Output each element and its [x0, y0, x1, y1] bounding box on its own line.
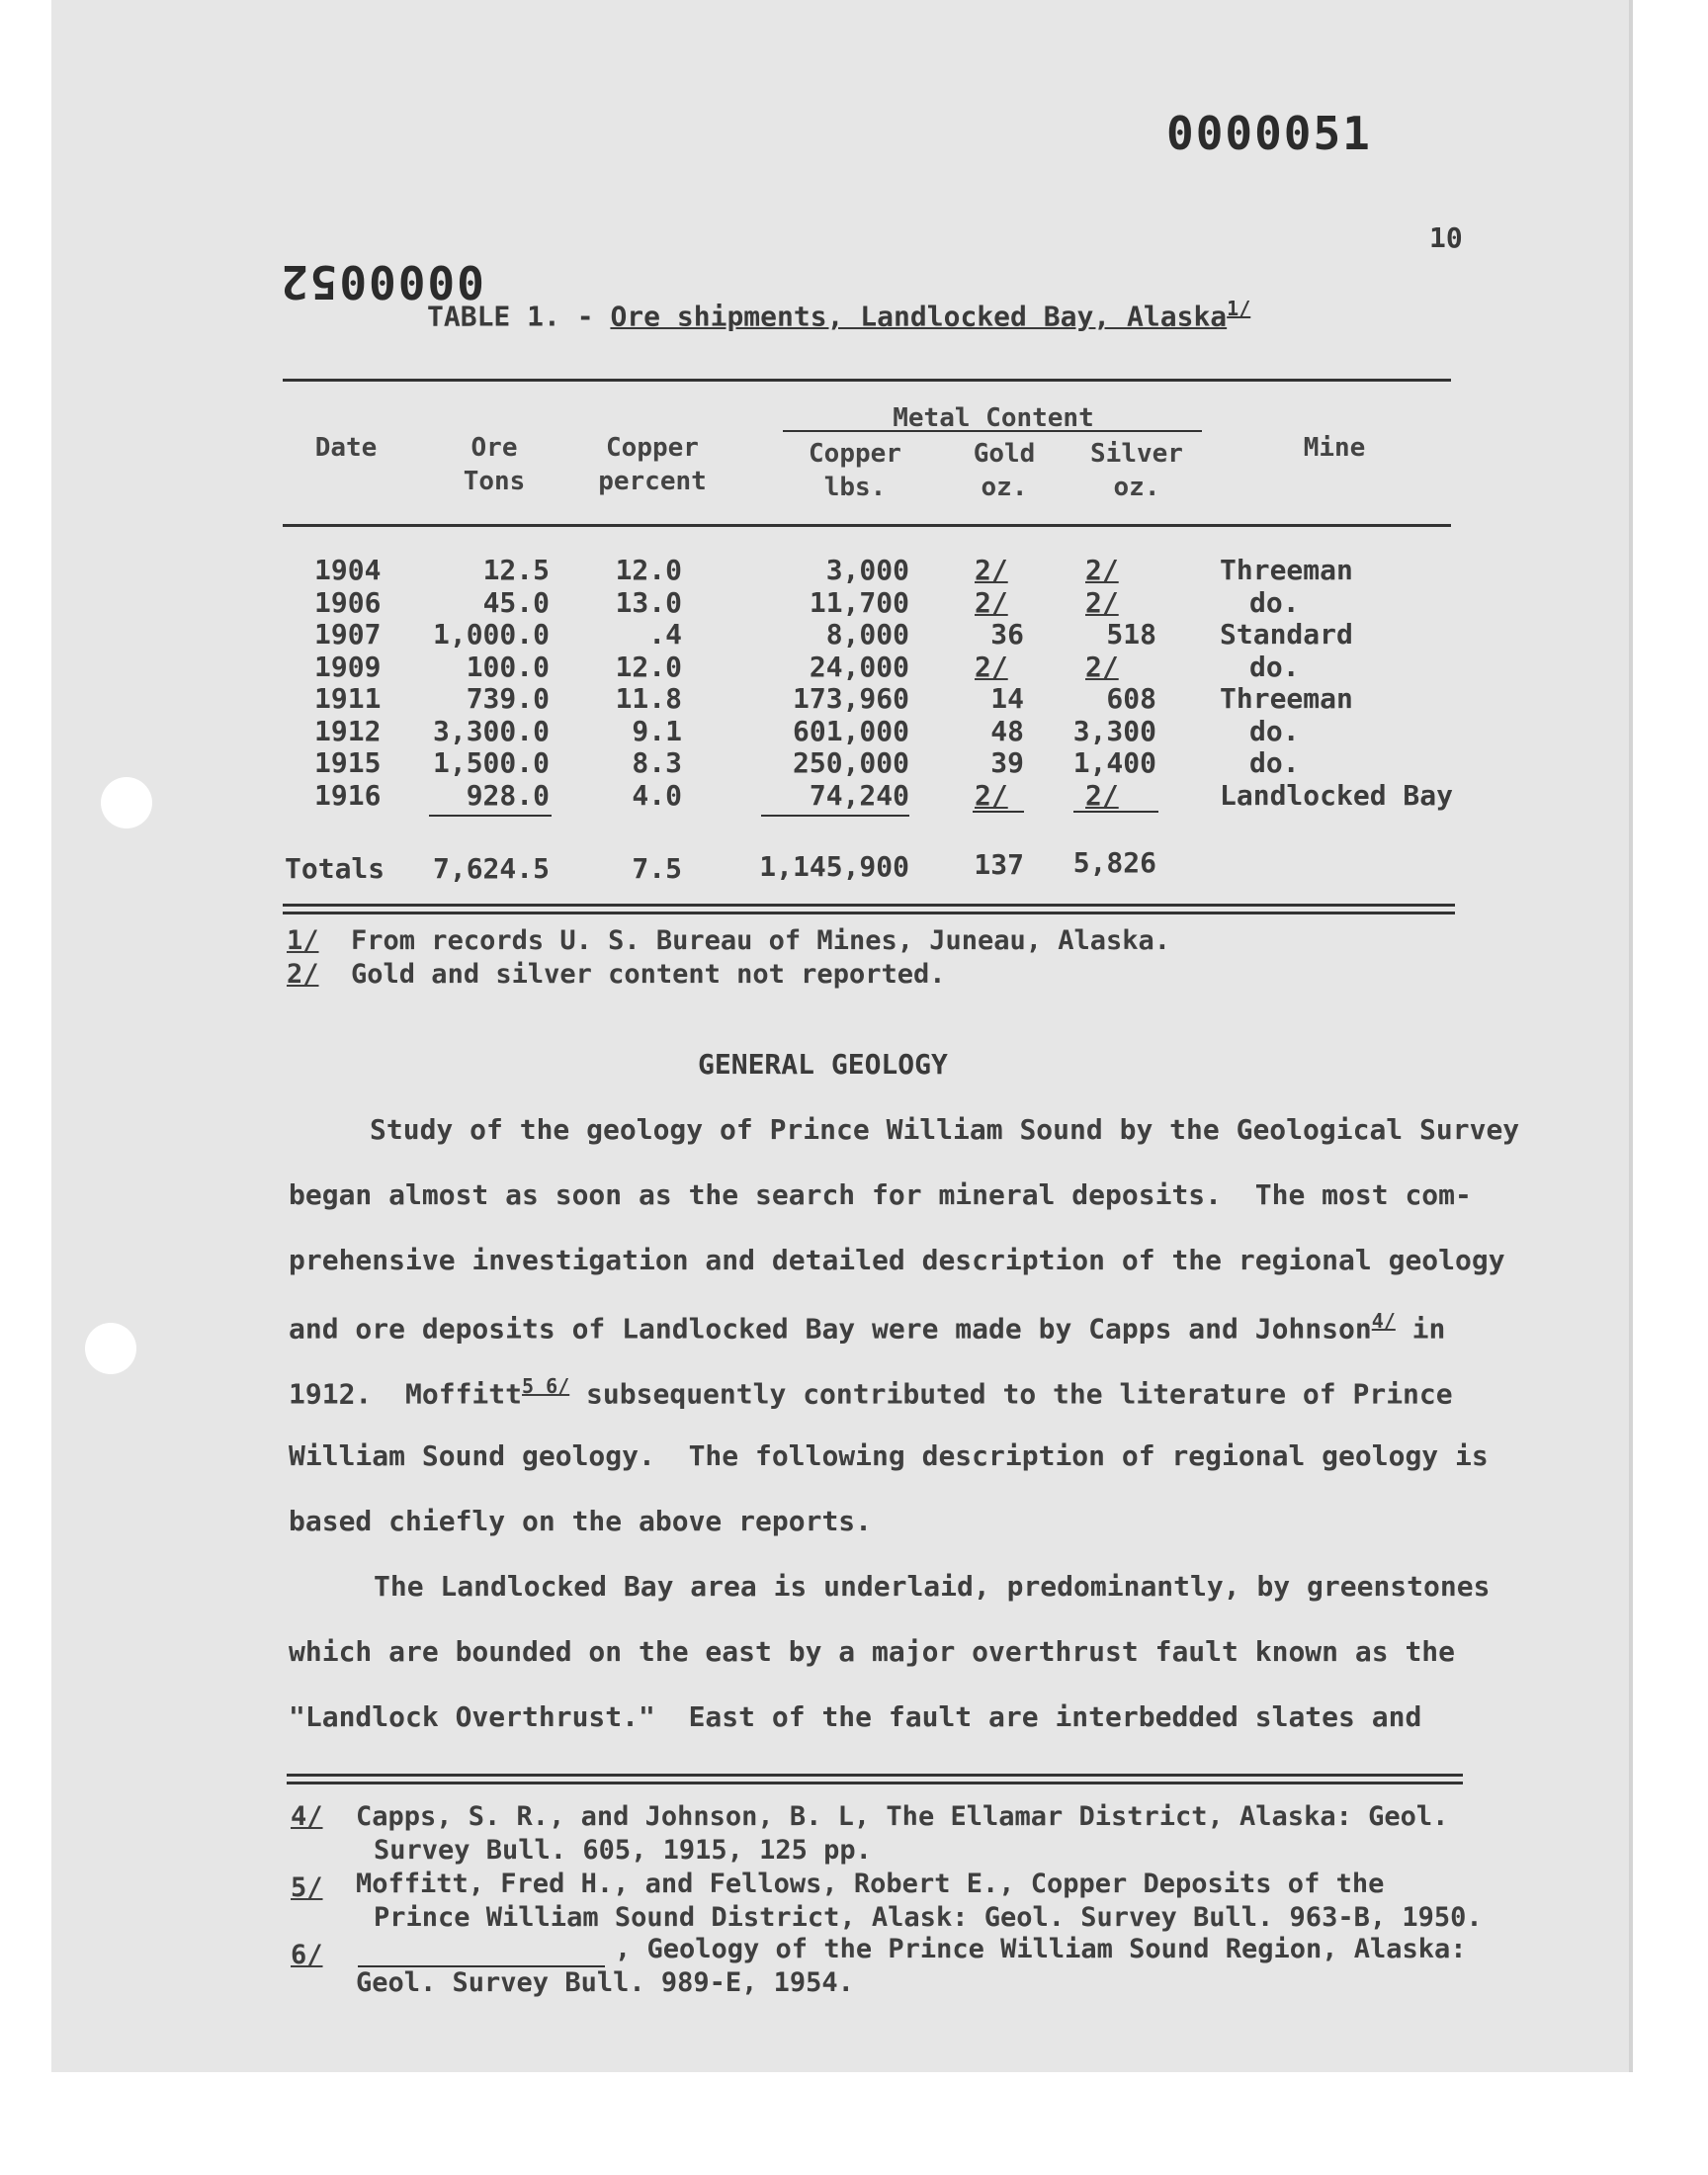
table-footnote: 1/ From records U. S. Bureau of Mines, Juneau, Alaska.: [287, 925, 1171, 956]
header-silver: Silver oz.: [1090, 439, 1183, 502]
cell-silver: 2/: [1085, 585, 1119, 619]
header-gold: Gold oz.: [973, 439, 1036, 502]
cell-tons: 1,000.0: [432, 618, 550, 651]
cell-silver: 518: [1106, 618, 1156, 651]
cell-mine: Threeman: [1220, 682, 1353, 715]
totals-tons: 7,624.5: [432, 852, 550, 885]
table-title: [427, 297, 1250, 332]
cell-mine: Threeman: [1220, 554, 1353, 586]
cell-mine: do.: [1249, 746, 1300, 779]
cell-copper-percent: 8.3: [632, 746, 682, 779]
paragraph-line: which are bounded on the east by a major overthrust fault known as the: [289, 1635, 1456, 1668]
table-title-footnote-ref: 1/: [1227, 297, 1251, 320]
footnote-rule: [287, 1774, 1463, 1777]
punch-hole: [85, 1323, 136, 1374]
paragraph-line: based chiefly on the above reports.: [289, 1505, 873, 1537]
cell-silver: 1,400: [1072, 746, 1156, 779]
footnote-line: Moffitt, Fred H., and Fellows, Robert E., Copper Deposits of the: [356, 1869, 1385, 1899]
lbs-sum-rule: [761, 815, 909, 817]
cell-tons: 928.0: [466, 778, 550, 812]
paragraph-line: Study of the geology of Prince William Sound by the Geological Survey: [370, 1113, 1520, 1146]
page-number: 10: [1429, 221, 1463, 254]
table-bottom-rule: [283, 904, 1455, 907]
cell-tons: 739.0: [466, 682, 550, 715]
cell-copper-lbs: 3,000: [825, 554, 909, 586]
footnote-ref: 4/: [291, 1801, 323, 1832]
totals-percent: 7.5: [632, 852, 682, 885]
cell-date: 1909: [314, 650, 382, 683]
cell-mine: do.: [1249, 585, 1300, 619]
footnote-ref: 6/: [291, 1940, 323, 1970]
cell-copper-lbs: 8,000: [825, 618, 909, 651]
paragraph-line: The Landlocked Bay area is underlaid, predominantly, by greenstones: [374, 1570, 1491, 1603]
footnote-rule-2: [287, 1782, 1463, 1784]
cell-date: 1907: [314, 618, 382, 651]
cell-tons: 45.0: [482, 585, 550, 619]
cell-gold: 2/: [975, 585, 1008, 619]
cell-copper-percent: 12.0: [615, 554, 682, 586]
table-footnote: 2/ Gold and silver content not reported.: [287, 959, 946, 990]
tons-sum-rule: [429, 815, 552, 817]
cell-silver: 2/: [1085, 650, 1119, 683]
paragraph-line: began almost as soon as the search for mineral deposits. The most com-: [289, 1178, 1472, 1211]
cell-silver: 2/: [1085, 778, 1119, 812]
cell-copper-percent: 9.1: [632, 714, 682, 747]
paragraph-line: prehensive investigation and detailed description of the regional geology: [289, 1244, 1505, 1276]
totals-gold: 137: [974, 848, 1024, 881]
cell-copper-lbs: 173,960: [792, 682, 909, 715]
cell-silver: 2/: [1085, 554, 1119, 586]
cell-copper-percent: 12.0: [615, 650, 682, 683]
header-date: Date: [314, 433, 378, 463]
section-heading: GENERAL GEOLOGY: [698, 1048, 948, 1081]
table-top-rule: [283, 379, 1451, 382]
cell-tons: 1,500.0: [432, 746, 550, 779]
cell-date: 1912: [314, 714, 382, 747]
cell-mine: do.: [1249, 650, 1300, 683]
cell-date: 1916: [314, 778, 382, 812]
metal-content-header: Metal Content: [893, 403, 1094, 433]
totals-label: Totals: [285, 852, 385, 885]
footnote-line: Survey Bull. 605, 1915, 125 pp.: [374, 1835, 872, 1866]
cell-date: 1906: [314, 585, 382, 619]
silver-sum-rule: [1073, 811, 1158, 813]
footnote-ref: 5/: [291, 1872, 323, 1903]
cell-mine: Landlocked Bay: [1220, 778, 1454, 812]
table-title-main: Ore shipments, Landlocked Bay, Alaska: [610, 300, 1228, 333]
document-number-stamp: 0000051: [1166, 107, 1372, 160]
table-title-prefix: TABLE 1. -: [427, 300, 594, 333]
footnote-line: Capps, S. R., and Johnson, B. L, The Ellamar District, Alaska: Geol.: [356, 1801, 1449, 1832]
cell-gold: 39: [990, 746, 1024, 779]
gold-sum-rule: [973, 811, 1024, 813]
header-copper-percent: Copper percent: [598, 433, 707, 496]
header-mine: Mine: [1303, 433, 1366, 463]
cell-copper-lbs: 74,240: [809, 778, 909, 812]
cell-tons: 12.5: [482, 554, 550, 586]
cell-copper-lbs: 601,000: [792, 714, 909, 747]
table-bottom-rule-2: [283, 912, 1455, 914]
cell-copper-lbs: 250,000: [792, 746, 909, 779]
cell-copper-lbs: 11,700: [809, 585, 909, 619]
cell-mine: do.: [1249, 714, 1300, 747]
cell-gold: 2/: [975, 650, 1008, 683]
cell-date: 1915: [314, 746, 382, 779]
document-number-stamp-inverted: 0000052: [279, 255, 484, 308]
paragraph-line: and ore deposits of Landlocked Bay were made by Capps and Johnson$^{4/}$ in: [289, 1309, 1446, 1346]
cell-mine: Standard: [1220, 618, 1353, 651]
cell-gold: 2/: [975, 554, 1008, 586]
cell-silver: 3,300: [1072, 714, 1156, 747]
cell-copper-percent: 4.0: [632, 778, 682, 812]
footnote-line: Geol. Survey Bull. 989-E, 1954.: [356, 1967, 854, 1998]
paragraph-line: 1912. Moffitt$^{5 6/}$ subsequently contributed to the literature of Prince: [289, 1374, 1453, 1411]
cell-gold: 48: [990, 714, 1024, 747]
paragraph-line: William Sound geology. The following description of regional geology is: [289, 1439, 1489, 1472]
header-ore: Ore Tons: [463, 433, 526, 496]
cell-silver: 608: [1106, 682, 1156, 715]
header-copper-lbs: Copper lbs.: [809, 439, 901, 502]
cell-copper-lbs: 24,000: [809, 650, 909, 683]
cell-gold: 14: [990, 682, 1024, 715]
cell-copper-percent: .4: [648, 618, 682, 651]
cell-date: 1904: [314, 554, 382, 586]
footnote-line: Prince William Sound District, Alask: Geol. Survey Bull. 963-B, 1950.: [374, 1902, 1483, 1933]
totals-copper-lbs: 1,145,900: [759, 850, 909, 883]
cell-tons: 100.0: [466, 650, 550, 683]
cell-date: 1911: [314, 682, 382, 715]
cell-gold: 2/: [975, 778, 1008, 812]
footnote-line: , Geology of the Prince William Sound Region, Alaska:: [615, 1934, 1467, 1964]
totals-silver: 5,826: [1072, 846, 1156, 879]
table-header-rule: [283, 524, 1451, 527]
punch-hole: [101, 777, 152, 828]
cell-tons: 3,300.0: [432, 714, 550, 747]
cell-copper-percent: 13.0: [615, 585, 682, 619]
cell-gold: 36: [990, 618, 1024, 651]
cell-copper-percent: 11.8: [615, 682, 682, 715]
paragraph-line: "Landlock Overthrust." East of the fault are interbedded slates and: [289, 1700, 1422, 1733]
